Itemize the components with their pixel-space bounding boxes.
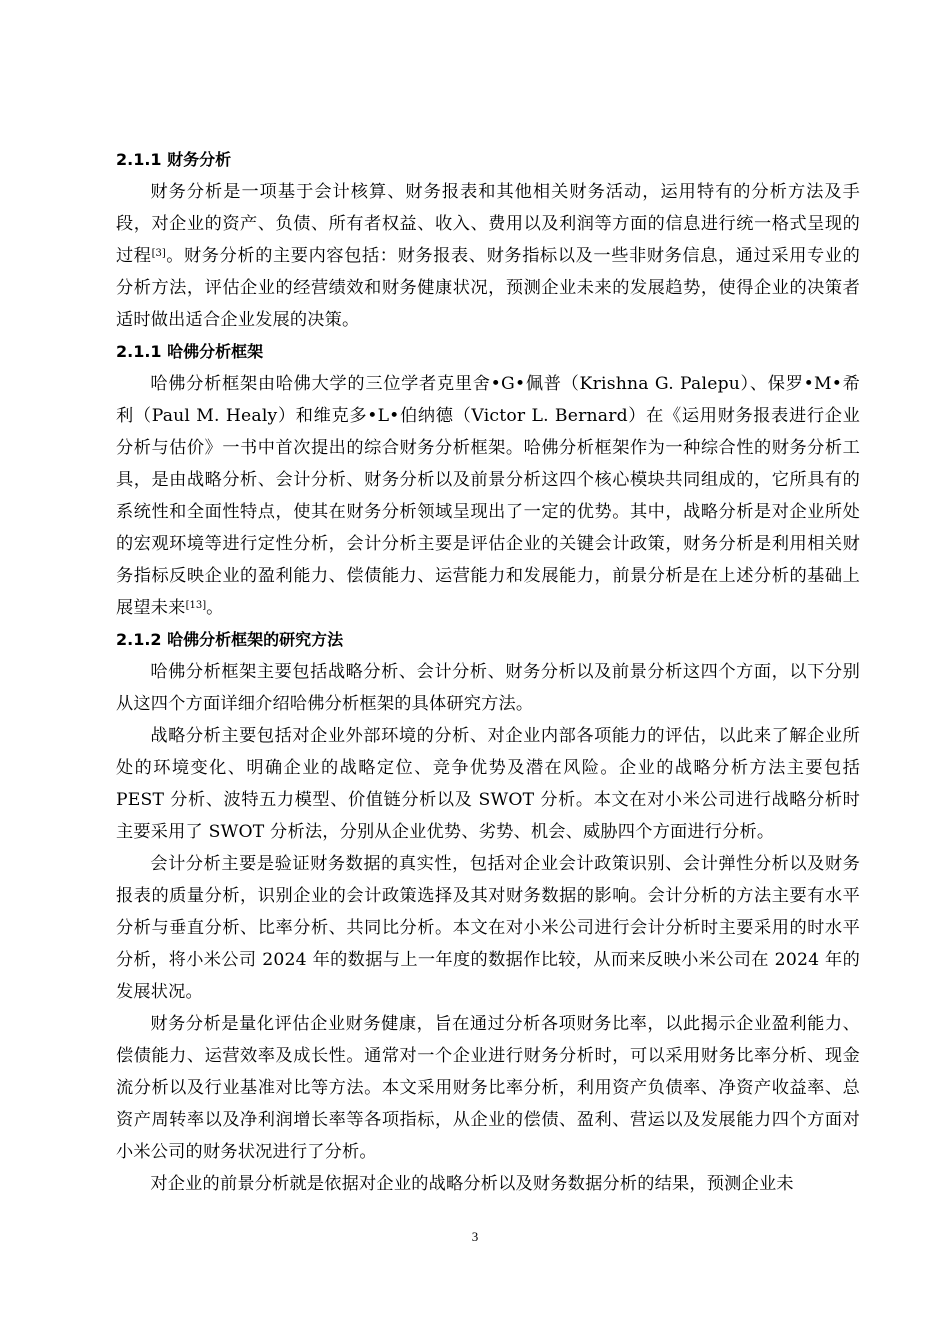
paragraph-text-continued: 。: [206, 598, 224, 618]
paragraph-harvard-framework: [116, 368, 860, 624]
citation-ref: [3]: [151, 248, 166, 259]
document-body: [116, 144, 860, 1200]
paragraph-strategy-analysis: 战略分析主要包括对企业外部环境的分析、对企业内部各项能力的评估，以此来了解企业所处的环境变化、明确企业的战略定位、竞争优势及潜在风险。企业的战略分析方法主要包括 PEST 分析、波特五力模型、价值链分析以及 SWOT 分析。本文在对小米公司进行战略分析时主要采用了 SWOT 分析法，分别从企业优势、劣势、机会、威胁四个方面进行分析。: [116, 726, 860, 842]
paragraph-prospect-analysis: 对企业的前景分析就是依据对企业的战略分析以及财务数据分析的结果，预测企业未: [150, 1174, 794, 1194]
citation-ref: [13]: [185, 600, 207, 611]
section-heading-harvard-framework: 2.1.1 哈佛分析框架: [116, 342, 264, 361]
paragraph-methods-intro: 哈佛分析框架主要包括战略分析、会计分析、财务分析以及前景分析这四个方面，以下分别从这四个方面详细介绍哈佛分析框架的具体研究方法。: [116, 662, 860, 714]
section-heading-financial-analysis: 2.1.1 财务分析: [116, 150, 232, 169]
paragraph-financial-analysis: [116, 176, 860, 336]
paragraph-text: 财务分析是一项基于会计核算、财务报表和其他相关财务活动，运用特有的分析方法及手段，对企业的资产、负债、所有者权益、收入、费用以及利润等方面的信息进行统一格式呈现的过程: [116, 182, 860, 266]
page-number: 3: [471, 1229, 479, 1244]
section-heading-research-methods: 2.1.2 哈佛分析框架的研究方法: [116, 630, 344, 649]
paragraph-accounting-analysis: 会计分析主要是验证财务数据的真实性，包括对企业会计政策识别、会计弹性分析以及财务报表的质量分析，识别企业的会计政策选择及其对财务数据的影响。会计分析的方法主要有水平分析与垂直分析、比率分析、共同比分析。本文在对小米公司进行会计分析时主要采用的时水平分析，将小米公司 2024 年的数据与上一年度的数据作比较，从而来反映小米公司在 2024 年的发展状况。: [116, 854, 860, 1002]
paragraph-financial-ratio-analysis: 财务分析是量化评估企业财务健康，旨在通过分析各项财务比率，以此揭示企业盈利能力、偿债能力、运营效率及成长性。通常对一个企业进行财务分析时，可以采用财务比率分析、现金流分析以及行业基准对比等方法。本文采用财务比率分析，利用资产负债率、净资产收益率、总资产周转率以及净利润增长率等各项指标，从企业的偿债、盈利、营运以及发展能力四个方面对小米公司的财务状况进行了分析。: [116, 1014, 860, 1162]
paragraph-text: 哈佛分析框架由哈佛大学的三位学者克里舍•G•佩普（Krishna G. Palepu）、保罗•M•希利（Paul M. Healy）和维克多•L•伯纳德（Victor L. Bernard）在《运用财务报表进行企业分析与估价》一书中首次提出的综合财务分析框架。哈佛分析框架作为一种综合性的财务分析工具，是由战略分析、会计分析、财务分析以及前景分析这四个核心模块共同组成的，它所具有的系统性和全面性特点，使其在财务分析领域呈现出了一定的优势。其中，战略分析是对企业所处的宏观环境等进行定性分析，会计分析主要是评估企业的关键会计政策，财务分析是利用相关财务指标反映企业的盈利能力、偿债能力、运营能力和发展能力，前景分析是在上述分析的基础上展望未来: [116, 374, 860, 618]
paragraph-text-continued: 。财务分析的主要内容包括：财务报表、财务指标以及一些非财务信息，通过采用专业的分析方法，评估企业的经营绩效和财务健康状况，预测企业未来的发展趋势，使得企业的决策者适时做出适合企业发展的决策。: [116, 246, 860, 330]
